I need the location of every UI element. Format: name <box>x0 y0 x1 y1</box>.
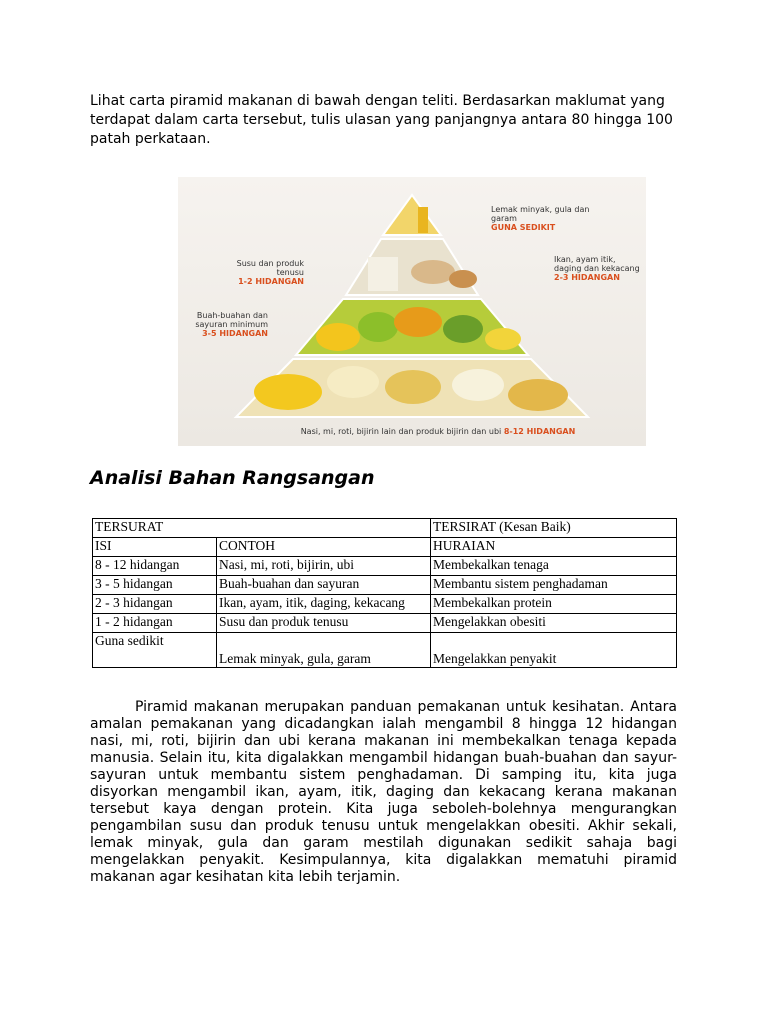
pyramid-label-grain-text: Nasi, mi, roti, bijirin lain dan produk bijirin dan ubi <box>300 427 502 436</box>
cell-isi: Guna sedikit <box>93 633 217 668</box>
table-subheader-row <box>93 538 677 557</box>
section-title: Analisi Bahan Rangsangan <box>90 467 375 489</box>
table-row <box>93 633 677 668</box>
cell-isi: 1 - 2 hidangan <box>93 614 217 633</box>
cell-huraian: Mengelakkan obesiti <box>431 614 677 633</box>
table-row <box>93 576 677 595</box>
table-row <box>93 614 677 633</box>
cell-contoh: Nasi, mi, roti, bijirin, ubi <box>217 557 431 576</box>
subheader-huraian: HURAIAN <box>431 538 677 557</box>
table-row <box>93 595 677 614</box>
subheader-isi: ISI <box>93 538 217 557</box>
cell-isi: 8 - 12 hidangan <box>93 557 217 576</box>
pyramid-serving-fruit: 3-5 HIDANGAN <box>202 329 268 338</box>
instruction-text: Lihat carta piramid makanan di bawah dengan teliti. Berdasarkan maklumat yang terdapat dalam carta tersebut, tulis ulasan yang panjangnya antara 80 hingga 100 patah perkataan. <box>90 93 673 147</box>
pyramid-label-fats-text: Lemak minyak, gula dan garam <box>491 205 590 223</box>
cell-isi: 3 - 5 hidangan <box>93 576 217 595</box>
essay-paragraph: Piramid makanan merupakan panduan pemakanan untuk kesihatan. Antara amalan pemakanan yang dicadangkan ialah mengambil 8 hingga 12 hidangan nasi, mi, roti, bijirin dan ubi kerana makanan ini membekalkan tenaga kepada manusia. Selain itu, kita digalakkan mengambil hidangan buah-buahan dan sayur-sayuran untuk membantu sistem penghadaman. Di samping itu, kita juga disyorkan mengambil ikan, ayam, itik, daging dan kekacang kerana makanan tersebut kaya dengan protein. Kita juga seboleh-bolehnya mengurangkan pengambilan susu dan produk tenusu untuk mengelakkan obesiti. Akhir sekali, lemak minyak, gula dan garam mestilah digunakan sedikit sahaja bagi mengelakkan penyakit. Kesimpulannya, kita digalakkan mematuhi piramid makanan agar kesihatan kita lebih terjamin. <box>90 699 677 885</box>
table-header-row <box>93 519 677 538</box>
cell-contoh: Lemak minyak, gula, garam <box>217 633 431 668</box>
pyramid-serving-fats: GUNA SEDIKIT <box>491 223 556 232</box>
pyramid-serving-dairy: 1-2 HIDANGAN <box>238 277 304 286</box>
cell-contoh: Susu dan produk tenusu <box>217 614 431 633</box>
pyramid-label-dairy <box>216 259 304 286</box>
analysis-table <box>92 518 677 668</box>
cell-huraian: Membantu sistem penghadaman <box>431 576 677 595</box>
pyramid-label-dairy-text: Susu dan produk tenusu <box>236 259 304 277</box>
pyramid-label-fruit-text: Buah-buahan dan sayuran minimum <box>195 311 268 329</box>
pyramid-label-fruit <box>182 311 268 338</box>
header-tersurat: TERSURAT <box>93 519 431 538</box>
cell-isi: 2 - 3 hidangan <box>93 595 217 614</box>
table-row <box>93 557 677 576</box>
pyramid-serving-grain: 8-12 HIDANGAN <box>503 427 576 436</box>
pyramid-label-fats <box>491 205 601 232</box>
cell-contoh: Buah-buahan dan sayuran <box>217 576 431 595</box>
pyramid-label-protein-text: Ikan, ayam itik, daging dan kekacang <box>554 255 640 273</box>
pyramid-serving-protein: 2-3 HIDANGAN <box>554 273 620 282</box>
pyramid-label-grain <box>288 427 588 436</box>
cell-huraian: Mengelakkan penyakit <box>431 633 677 668</box>
food-pyramid-image <box>178 177 646 446</box>
cell-contoh: Ikan, ayam, itik, daging, kekacang <box>217 595 431 614</box>
subheader-contoh: CONTOH <box>217 538 431 557</box>
pyramid-label-protein <box>554 255 640 282</box>
cell-huraian: Membekalkan tenaga <box>431 557 677 576</box>
header-tersirat: TERSIRAT (Kesan Baik) <box>431 519 677 538</box>
cell-huraian: Membekalkan protein <box>431 595 677 614</box>
